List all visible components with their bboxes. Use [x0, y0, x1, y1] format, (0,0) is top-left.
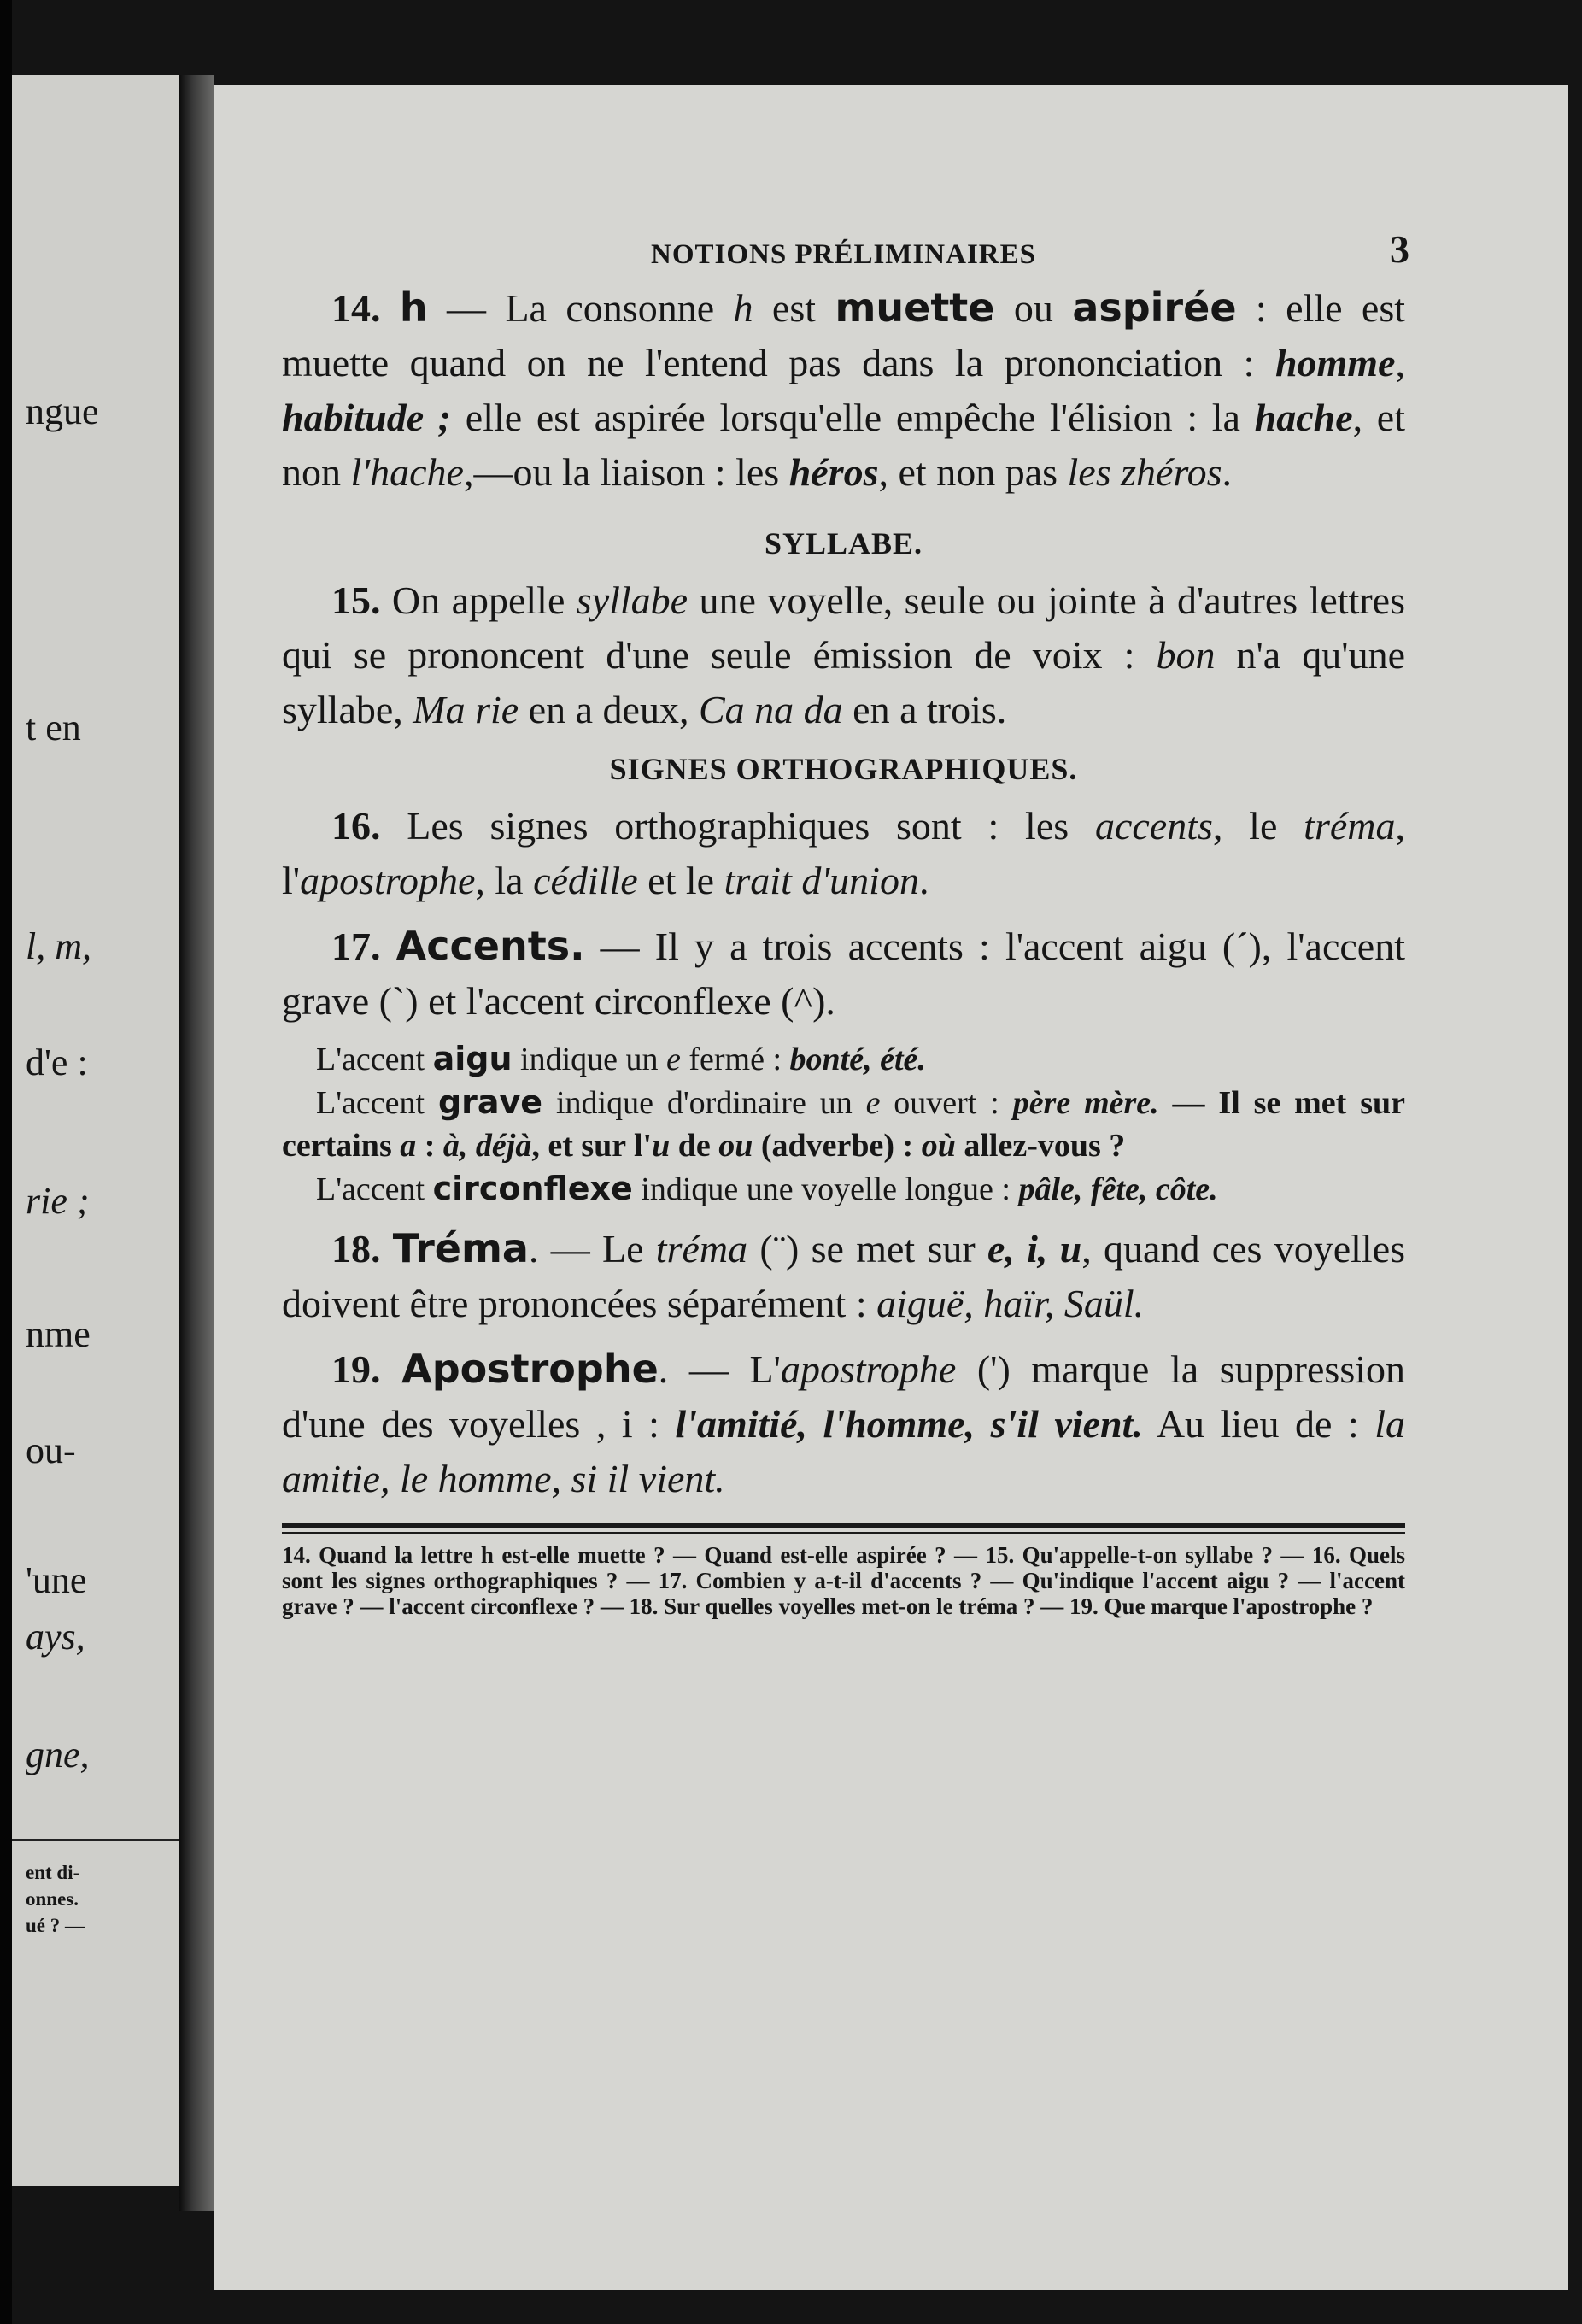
questions-footnote: 14. Quand la lettre h est-elle muette ? — Quand est-elle aspirée ? — 15. Qu'appelle-t-on syllabe ? — 16. Quels sont les signes orthographiques ? — 17. Combien y a-t-il d'accents ? — Qu'indique l'accent aigu ? — l'accent grave ? — l'accent circonflexe ? — 18. Sur quelles voyelles met-on le tréma ? — 19. Que marque l'apostrophe ? — [282, 1542, 1405, 1619]
paragraph-15: 15. On appelle syllabe une voyelle, seule ou jointe à d'autres lettres qui se prononcent d'une seule émission de voix : bon n'a qu'une syllabe, Ma rie en a deux, Ca na da en a trois. — [282, 578, 1405, 731]
para-title: Accents. — [396, 923, 585, 969]
page-body — [282, 227, 1410, 1619]
prev-fragment: 'une — [26, 1559, 87, 1601]
para-title: Apostrophe — [401, 1346, 659, 1392]
footnote-rule-thin — [282, 1532, 1405, 1534]
prev-fragment: l, m, — [26, 925, 91, 967]
prev-fragment: gne, — [26, 1734, 90, 1775]
scan-left-border — [0, 0, 12, 2324]
para-title: Tréma — [392, 1225, 529, 1271]
prev-fragment: ou- — [26, 1429, 76, 1471]
book-page — [214, 85, 1568, 2290]
prev-fragment: t en — [26, 707, 81, 748]
prev-fragment: d'e : — [26, 1042, 88, 1083]
para-number: 18. — [331, 1227, 381, 1271]
paragraph-14: 14. h — La consonne h est muette ou aspirée : elle est muette quand on ne l'entend pas dans la prononciation : homme, habitude ; elle est aspirée lorsqu'elle empêche l'élision : la hache, et non l'hache,—ou la liaison : les héros, et non pas les zhéros. — [282, 285, 1405, 494]
paragraph-17-aigu: L'accent aigu indique un e fermé : bonté, été. — [316, 1040, 926, 1077]
prev-fragment: ays, — [26, 1616, 85, 1658]
para-number: 17. — [331, 924, 381, 968]
book-gutter — [179, 75, 214, 2211]
paragraph-16: 16. Les signes orthographiques sont : les accents, le tréma, l'apostrophe, la cédille et le trait d'union. — [282, 804, 1405, 902]
heading-signes: SIGNES ORTHOGRAPHIQUES. — [609, 752, 1078, 786]
para-number: 15. — [331, 578, 381, 622]
prev-footnote-rule — [12, 1839, 179, 1841]
previous-page-edge — [12, 75, 179, 2186]
running-title: NOTIONS PRÉLIMINAIRES — [651, 239, 1036, 270]
paragraph-18: 18. Tréma. — Le tréma (¨) se met sur e, i, u, quand ces voyelles doivent être prononcées séparément : aiguë, haïr, Saül. — [282, 1225, 1406, 1325]
para-number: 19. — [331, 1347, 381, 1391]
para-number: 16. — [331, 804, 381, 848]
prev-footnote-line: ué ? — — [26, 1915, 85, 1936]
paragraph-17-circonflexe: L'accent circonflexe indique une voyelle longue : pâle, fête, côte. — [316, 1170, 1218, 1207]
prev-footnote-line: onnes. — [26, 1888, 79, 1910]
prev-fragment: rie ; — [26, 1180, 90, 1222]
term-muette: muette — [835, 285, 995, 331]
heading-syllabe: SYLLABE. — [764, 526, 923, 560]
paragraph-19: 19. Apostrophe. — L'apostrophe (') marque la suppression d'une des voyelles , i : l'amitié, l'homme, s'il vient. Au lieu de : la amitie, le homme, si il vient. — [282, 1346, 1406, 1500]
term-aspiree: aspirée — [1072, 285, 1237, 331]
footnote-rule — [282, 1523, 1405, 1528]
para-number: 14. — [331, 286, 381, 330]
running-head — [282, 227, 1410, 280]
prev-fragment: ngue — [26, 390, 99, 432]
page-number: 3 — [1390, 227, 1410, 271]
paragraph-17-grave: L'accent grave indique d'ordinaire un e ouvert : père mère. — Il se met sur certains a : à, déjà, et sur l'u de ou (adverbe) : où allez-vous ? — [282, 1083, 1405, 1164]
paragraph-17: 17. Accents. — Il y a trois accents : l'accent aigu (´), l'accent grave (`) et l'accent circonflexe (^). — [282, 923, 1405, 1023]
prev-footnote-line: ent di- — [26, 1862, 80, 1883]
prev-footnote — [26, 1859, 179, 1939]
prev-fragment: nme — [26, 1313, 91, 1355]
para-title: h — [399, 285, 428, 331]
